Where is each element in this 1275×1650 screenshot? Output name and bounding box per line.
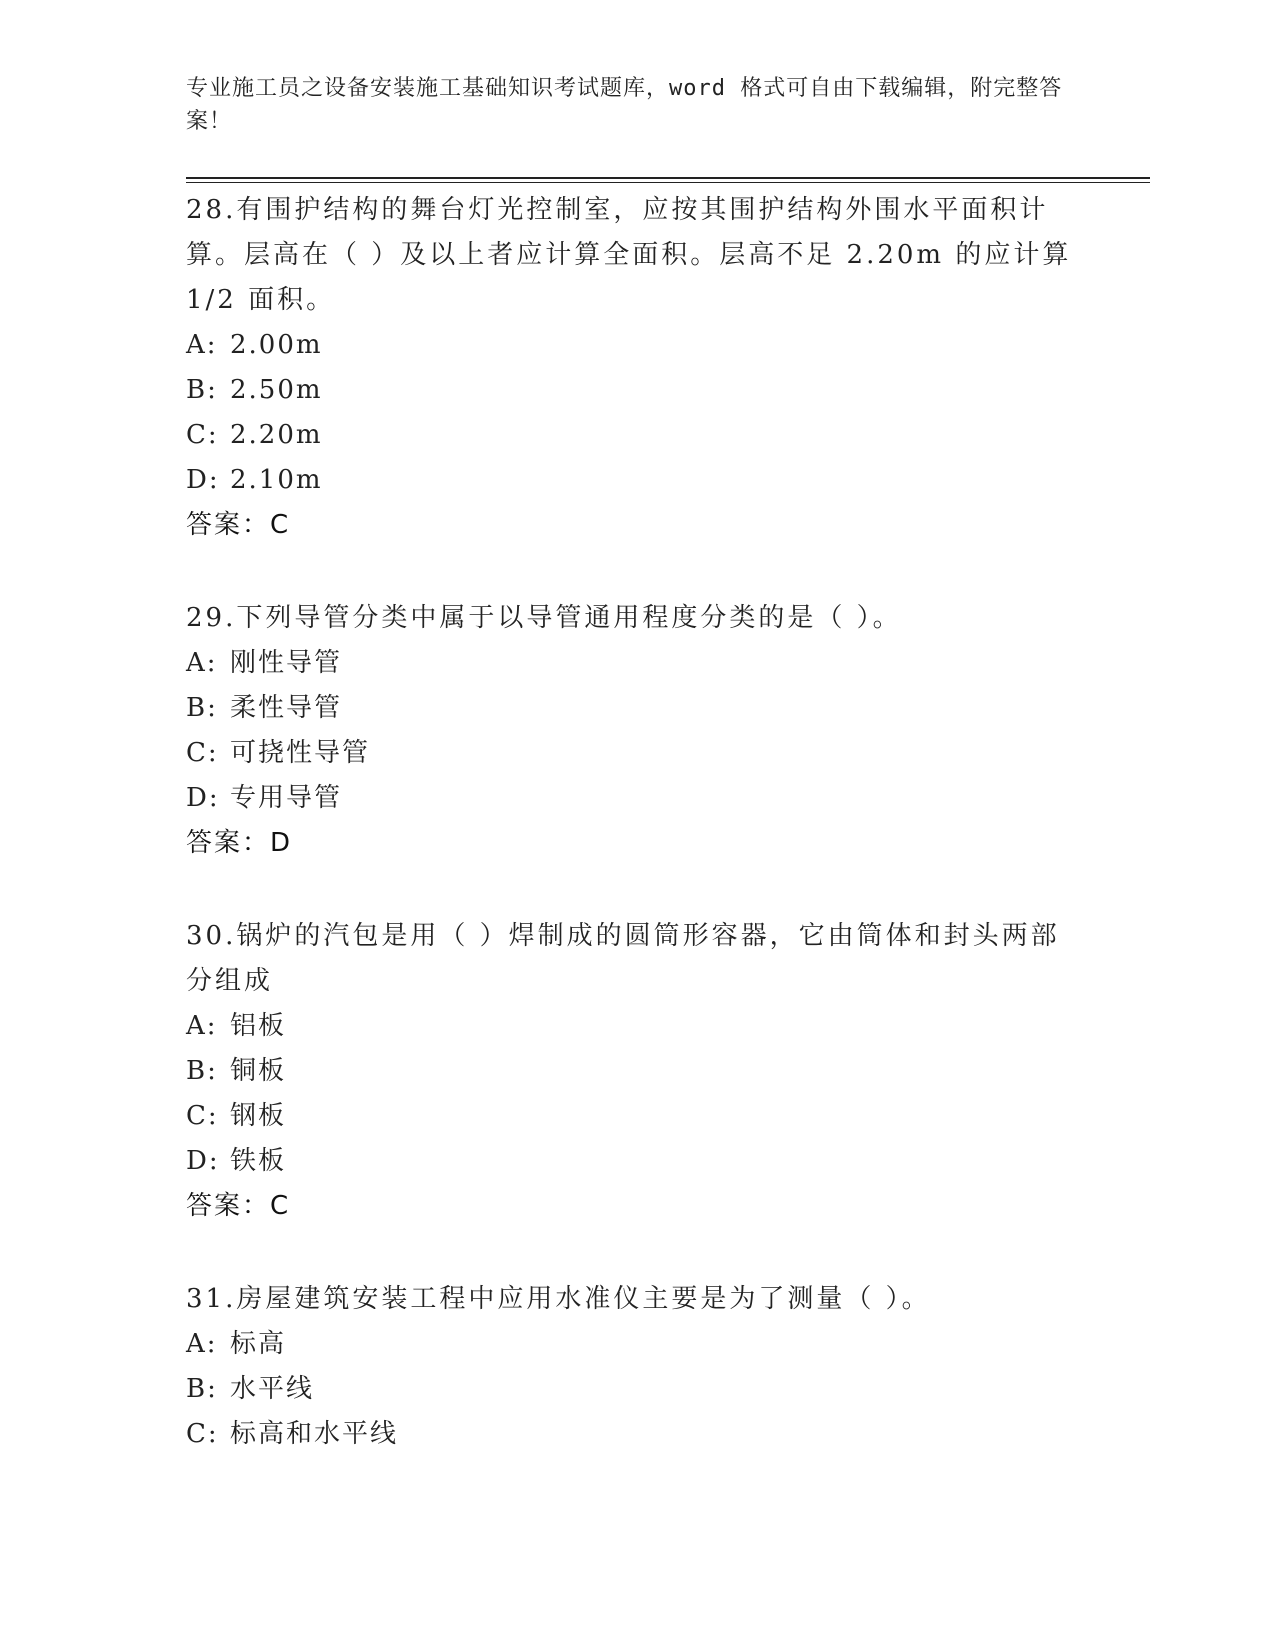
option-key: D:: [186, 1146, 220, 1176]
option-value: 刚性导管: [230, 648, 343, 678]
question-text: 31.房屋建筑安装工程中应用水准仪主要是为了测量（ ）。: [186, 1284, 931, 1314]
option-key: C:: [186, 738, 219, 768]
option-d: [186, 458, 1076, 503]
option-key: B:: [186, 375, 218, 405]
option-value: 2.50m: [230, 375, 323, 405]
option-key: B:: [186, 1374, 218, 1404]
option-key: C:: [186, 1101, 219, 1131]
option-b: [186, 368, 1076, 413]
option-key: C:: [186, 1419, 219, 1449]
option-d: [186, 1139, 1076, 1184]
option-key: D:: [186, 465, 220, 495]
question-text: 29.下列导管分类中属于以导管通用程度分类的是（ ）。: [186, 603, 902, 633]
document-header: 专业施工员之设备安装施工基础知识考试题库，word 格式可自由下载编辑，附完整答案！: [186, 76, 1063, 134]
question-text: 30.锅炉的汽包是用（ ）焊制成的圆筒形容器，它由筒体和封头两部分组成: [186, 921, 1060, 996]
question-31: [186, 1277, 1076, 1457]
option-key: A:: [186, 330, 218, 360]
header-divider-thin: [186, 182, 1150, 183]
option-value: 专用导管: [230, 783, 343, 813]
option-value: 2.20m: [230, 420, 323, 450]
option-key: C:: [186, 420, 219, 450]
option-value: 铜板: [230, 1056, 287, 1086]
option-value: 柔性导管: [230, 693, 343, 723]
option-key: A:: [186, 1011, 218, 1041]
option-value: 2.00m: [230, 330, 323, 360]
option-a: [186, 1322, 1076, 1367]
option-value: 铝板: [230, 1011, 287, 1041]
question-28: [186, 188, 1076, 548]
option-key: A:: [186, 1329, 218, 1359]
question-text: 28.有围护结构的舞台灯光控制室，应按其围护结构外围水平面积计算。层高在（ ）及以上者应计算全面积。层高不足 2.20m 的应计算 1/2 面积。: [186, 195, 1072, 315]
option-b: [186, 1367, 1076, 1412]
option-c: [186, 1094, 1076, 1139]
option-value: 铁板: [230, 1146, 287, 1176]
option-b: [186, 1049, 1076, 1094]
option-d: [186, 776, 1076, 821]
option-c: [186, 1412, 1076, 1457]
option-a: [186, 323, 1076, 368]
option-value: 钢板: [230, 1101, 287, 1131]
option-b: [186, 686, 1076, 731]
option-key: A:: [186, 648, 218, 678]
option-a: [186, 641, 1076, 686]
option-key: D:: [186, 783, 220, 813]
question-list: [186, 188, 1076, 1505]
header-divider-thick: [186, 177, 1150, 179]
answer-label: 答案：C: [186, 1191, 291, 1221]
option-value: 可挠性导管: [230, 738, 371, 768]
option-c: [186, 413, 1076, 458]
option-key: B:: [186, 1056, 218, 1086]
option-value: 2.10m: [230, 465, 323, 495]
option-c: [186, 731, 1076, 776]
question-30: [186, 914, 1076, 1229]
option-value: 水平线: [230, 1374, 315, 1404]
answer-label: 答案：C: [186, 510, 291, 540]
option-value: 标高: [230, 1329, 287, 1359]
option-key: B:: [186, 693, 218, 723]
question-29: [186, 596, 1076, 866]
option-value: 标高和水平线: [230, 1419, 399, 1449]
option-a: [186, 1004, 1076, 1049]
answer-label: 答案：D: [186, 828, 293, 858]
